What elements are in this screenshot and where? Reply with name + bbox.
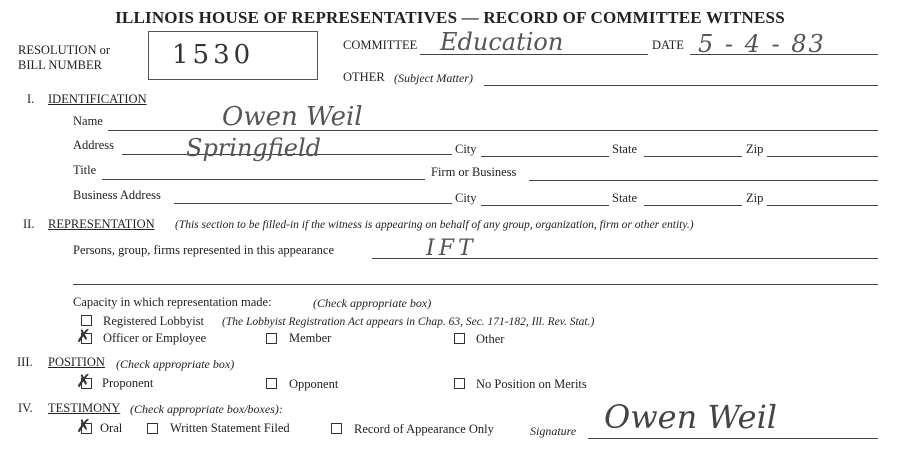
proponent-label: Proponent — [102, 376, 154, 390]
committee-label: COMMITTEE — [343, 38, 418, 52]
signature-value[interactable]: Owen Weil — [604, 398, 778, 436]
committee-value[interactable]: Education — [440, 28, 564, 56]
signature-line — [588, 438, 878, 439]
business-address-line[interactable] — [174, 203, 452, 204]
section-i-number: I. — [27, 92, 35, 106]
business-state-label: State — [612, 191, 637, 205]
capacity-hint: (Check appropriate box) — [313, 296, 432, 310]
firm-line[interactable] — [529, 180, 878, 181]
firm-label: Firm or Business — [431, 165, 517, 179]
name-label: Name — [73, 114, 103, 128]
position-hint: (Check appropriate box) — [116, 357, 235, 371]
other-line[interactable] — [484, 85, 878, 86]
resolution-label: RESOLUTION or — [18, 43, 111, 57]
business-state-line[interactable] — [644, 205, 742, 206]
business-city-line[interactable] — [481, 205, 609, 206]
opponent-checkbox[interactable] — [266, 378, 277, 389]
section-iii-title: POSITION — [48, 355, 105, 369]
bill-number-value: 1530 — [172, 40, 255, 70]
address-value[interactable]: Springfield — [186, 134, 322, 162]
officer-label: Officer or Employee — [103, 331, 207, 345]
other-hint: (Subject Matter) — [394, 71, 473, 85]
section-ii-title: REPRESENTATION — [48, 217, 155, 231]
persons-line-2[interactable] — [73, 284, 878, 285]
state-label: State — [612, 142, 637, 156]
business-city-label: City — [455, 191, 477, 205]
no-position-label: No Position on Merits — [476, 377, 587, 391]
proponent-check-mark-icon: ✗ — [76, 371, 92, 391]
section-ii-note: (This section to be filled-in if the witness is appearing on behalf of any group, organization, firm or other entity.) — [175, 219, 694, 231]
section-ii-number: II. — [23, 217, 35, 231]
testimony-hint: (Check appropriate box/boxes): — [130, 402, 283, 416]
other-checkbox[interactable] — [454, 333, 465, 344]
name-value[interactable]: Owen Weil — [222, 102, 363, 132]
persons-value[interactable]: IFT — [426, 236, 477, 261]
city-line[interactable] — [481, 156, 609, 157]
section-iv-title: TESTIMONY — [48, 401, 121, 415]
city-label: City — [455, 142, 477, 156]
written-label: Written Statement Filed — [170, 421, 290, 435]
form-title: ILLINOIS HOUSE OF REPRESENTATIVES — RECORD OF COMMITTEE WITNESS — [115, 8, 785, 27]
other-label: OTHER — [343, 70, 385, 84]
officer-check-mark-icon: ✗ — [76, 326, 92, 346]
written-checkbox[interactable] — [147, 423, 158, 434]
oral-label: Oral — [100, 421, 123, 435]
capacity-label: Capacity in which representation made: — [73, 295, 272, 309]
section-i-title: IDENTIFICATION — [48, 92, 147, 106]
business-address-label: Business Address — [73, 188, 161, 202]
lobbyist-note: (The Lobbyist Registration Act appears in Chap. 63, Sec. 171-182, Ill. Rev. Stat.) — [222, 316, 595, 328]
date-label: DATE — [652, 38, 684, 52]
state-line[interactable] — [644, 156, 742, 157]
record-label: Record of Appearance Only — [354, 422, 494, 436]
bill-number-label: BILL NUMBER — [18, 58, 102, 72]
business-zip-line[interactable] — [767, 205, 878, 206]
lobbyist-label: Registered Lobbyist — [103, 314, 205, 328]
section-iii-number: III. — [17, 355, 33, 369]
title-line[interactable] — [102, 179, 425, 180]
member-checkbox[interactable] — [266, 333, 277, 344]
persons-label: Persons, group, firms represented in this appearance — [73, 243, 335, 257]
signature-label: Signature — [530, 424, 577, 438]
address-label: Address — [73, 138, 114, 152]
zip-label: Zip — [746, 142, 764, 156]
date-value[interactable]: 5 - 4 - 83 — [698, 30, 826, 58]
lobbyist-checkbox[interactable] — [81, 315, 92, 326]
oral-check-mark-icon: ✗ — [76, 416, 92, 436]
section-iv-number: IV. — [18, 401, 33, 415]
member-label: Member — [289, 331, 332, 345]
opponent-label: Opponent — [289, 377, 339, 391]
no-position-checkbox[interactable] — [454, 378, 465, 389]
business-zip-label: Zip — [746, 191, 764, 205]
title-label: Title — [73, 163, 97, 177]
zip-line[interactable] — [767, 156, 878, 157]
other-option-label: Other — [476, 332, 505, 346]
record-checkbox[interactable] — [331, 423, 342, 434]
